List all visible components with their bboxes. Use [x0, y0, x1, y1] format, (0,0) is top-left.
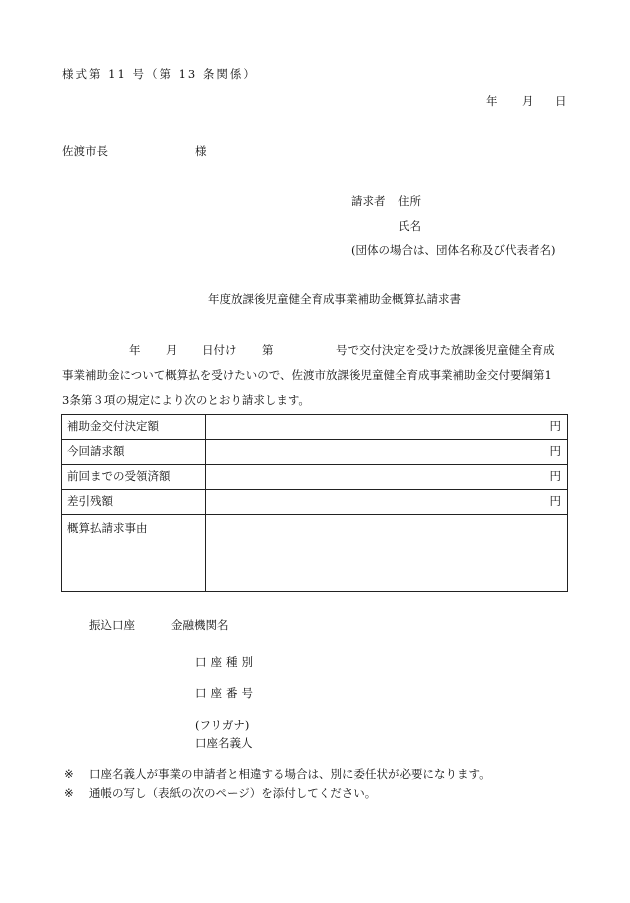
form-number-label: 様式第 11 号（第 13 条関係） — [62, 67, 257, 81]
table-row — [62, 440, 568, 465]
applicant-role-label: 請求者 — [351, 194, 386, 208]
applicant-address-label: 住所 — [398, 194, 421, 208]
row-label: 前回までの受領済額 — [62, 465, 206, 490]
amount-cell[interactable] — [206, 440, 568, 465]
amount-table — [61, 414, 568, 592]
note-mark: ※ — [64, 767, 74, 781]
reason-cell[interactable] — [206, 515, 568, 592]
addressee-honorific: 様 — [195, 144, 207, 158]
addressee-name: 佐渡市長 — [62, 144, 108, 158]
row-label: 差引残額 — [62, 490, 206, 515]
table-row — [62, 415, 568, 440]
currency-unit: 円 — [549, 494, 561, 509]
date-month-label: 月 — [522, 94, 534, 108]
bank-institution-label: 金融機関名 — [171, 618, 229, 632]
bank-furigana-label: (フリガナ) — [195, 718, 250, 732]
note-mark: ※ — [64, 786, 74, 800]
table-row — [62, 515, 568, 592]
amount-cell[interactable] — [206, 415, 568, 440]
body-date-suffix: 日付け — [202, 343, 237, 357]
table-row — [62, 490, 568, 515]
bank-holder-label: 口座名義人 — [195, 736, 253, 750]
bank-account-type-label: 口座種別 — [195, 655, 257, 669]
currency-unit: 円 — [549, 419, 561, 434]
currency-unit: 円 — [549, 469, 561, 484]
body-number-prefix: 第 — [262, 343, 274, 357]
applicant-note: (団体の場合は、団体名称及び代表者名) — [351, 243, 556, 257]
document-title: 年度放課後児童健全育成事業補助金概算払請求書 — [208, 292, 461, 306]
note-text: 通帳の写し（表紙の次のページ）を添付してください。 — [89, 786, 377, 800]
date-day-label: 日 — [555, 94, 567, 108]
body-line2: 事業補助金について概算払を受けたいので、佐渡市放課後児童健全育成事業補助金交付要綱第1 — [62, 368, 552, 382]
body-line1-rest: 号で交付決定を受けた放課後児童健全育成 — [336, 343, 555, 357]
row-label: 補助金交付決定額 — [62, 415, 206, 440]
reason-label: 概算払請求事由 — [62, 515, 206, 592]
bank-account-number-label: 口座番号 — [195, 686, 257, 700]
body-line3: 3条第３項の規定により次のとおり請求します。 — [62, 393, 310, 407]
applicant-name-label: 氏名 — [398, 219, 421, 233]
amount-cell[interactable] — [206, 490, 568, 515]
amount-cell[interactable] — [206, 465, 568, 490]
date-year-label: 年 — [486, 94, 498, 108]
bank-section-label: 振込口座 — [89, 618, 135, 632]
note-text: 口座名義人が事業の申請者と相違する場合は、別に委任状が必要になります。 — [89, 767, 491, 781]
row-label: 今回請求額 — [62, 440, 206, 465]
body-month: 月 — [166, 343, 178, 357]
table-row — [62, 465, 568, 490]
currency-unit: 円 — [549, 444, 561, 459]
body-year: 年 — [129, 343, 141, 357]
